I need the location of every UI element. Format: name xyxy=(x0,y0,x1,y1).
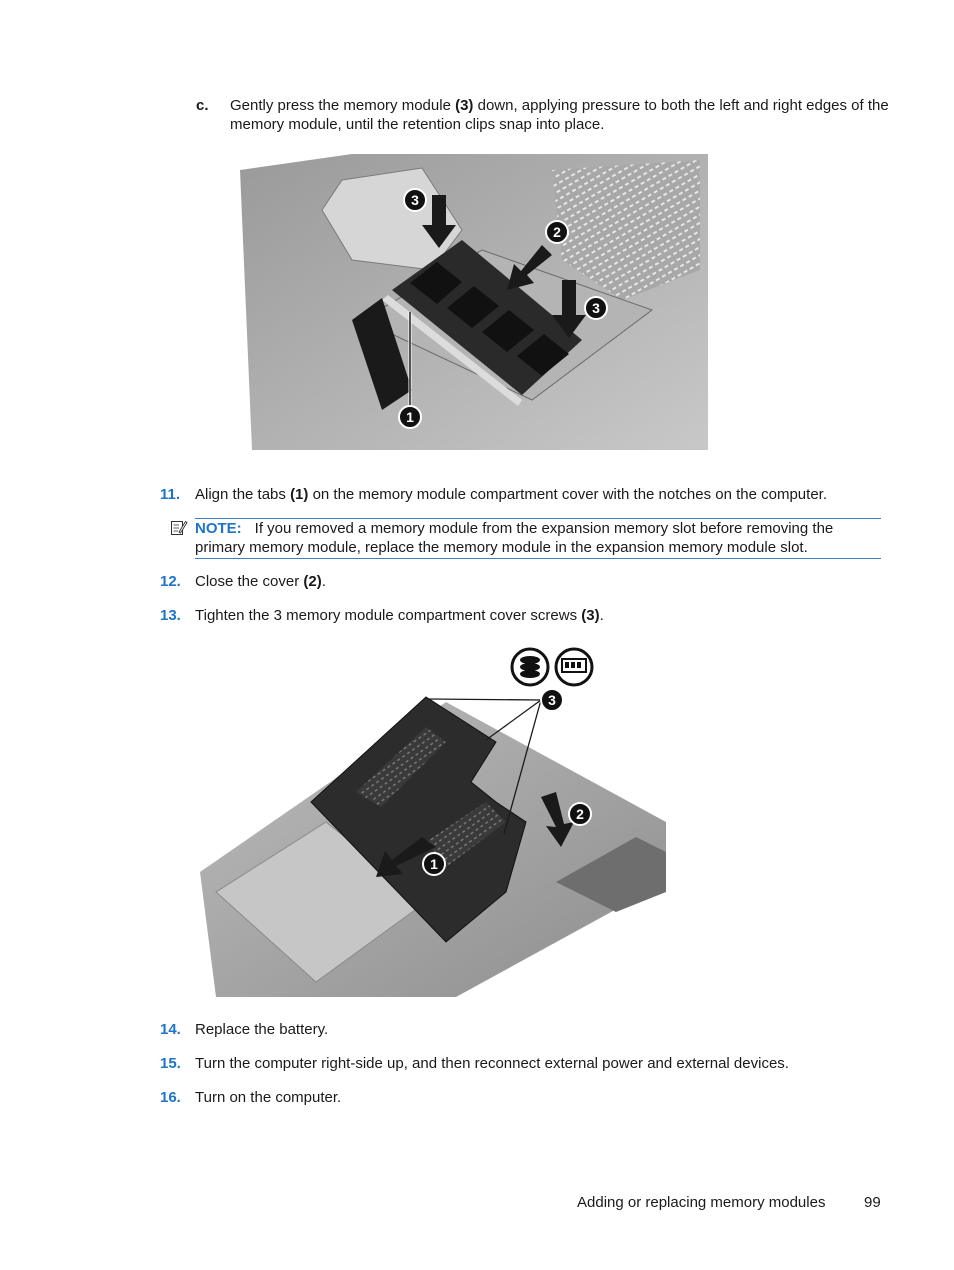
svg-text:2: 2 xyxy=(553,224,561,240)
step-15-number: 15. xyxy=(160,1055,181,1072)
figure-close-compartment-cover xyxy=(196,642,674,1000)
note-label: NOTE: xyxy=(195,520,242,537)
step-11-number: 11. xyxy=(160,486,181,503)
memory-module-icon xyxy=(556,649,592,685)
callout-1 xyxy=(423,853,445,875)
step-15-text: Turn the computer right-side up, and then reconnect external power and external devices. xyxy=(195,1055,789,1072)
step-13-number: 13. xyxy=(160,607,181,624)
svg-text:3: 3 xyxy=(411,192,419,208)
svg-text:1: 1 xyxy=(406,409,414,425)
footer-section-title: Adding or replacing memory modules xyxy=(577,1194,826,1211)
callout-2 xyxy=(546,221,568,243)
figure-memory-module-insertion xyxy=(232,150,708,462)
step-12-number: 12. xyxy=(160,573,181,590)
svg-text:1: 1 xyxy=(430,856,438,872)
callout-3-right xyxy=(585,297,607,319)
step-14-number: 14. xyxy=(160,1021,181,1038)
step-13-text: Tighten the 3 memory module compartment cover screws (3). xyxy=(195,607,604,624)
step-12-text: Close the cover (2). xyxy=(195,573,326,590)
step-14-text: Replace the battery. xyxy=(195,1021,329,1038)
callout-3 xyxy=(541,689,563,711)
svg-text:2: 2 xyxy=(576,806,584,822)
step-c-letter: c. xyxy=(196,97,209,114)
svg-text:3: 3 xyxy=(548,692,556,708)
footer-page-number: 99 xyxy=(864,1194,881,1211)
step-11-text: Align the tabs (1) on the memory module compartment cover with the notches on the computer. xyxy=(195,486,827,503)
callout-2 xyxy=(569,803,591,825)
note-text: NOTE: If you removed a memory module from the expansion memory slot before removing the primary memory module, replace the memory module in the expansion memory module slot. xyxy=(195,520,834,556)
step-16-text: Turn on the computer. xyxy=(195,1089,342,1106)
step-16-number: 16. xyxy=(160,1089,181,1106)
step-c-text: Gently press the memory module (3) down, applying pressure to both the left and right edges of the memory module, until the retention clips snap into place. xyxy=(230,97,889,133)
hard-drive-icon xyxy=(512,649,548,685)
svg-text:3: 3 xyxy=(592,300,600,316)
callout-3-top xyxy=(404,189,426,211)
callout-1 xyxy=(399,406,421,428)
note-pencil-icon xyxy=(170,519,188,537)
